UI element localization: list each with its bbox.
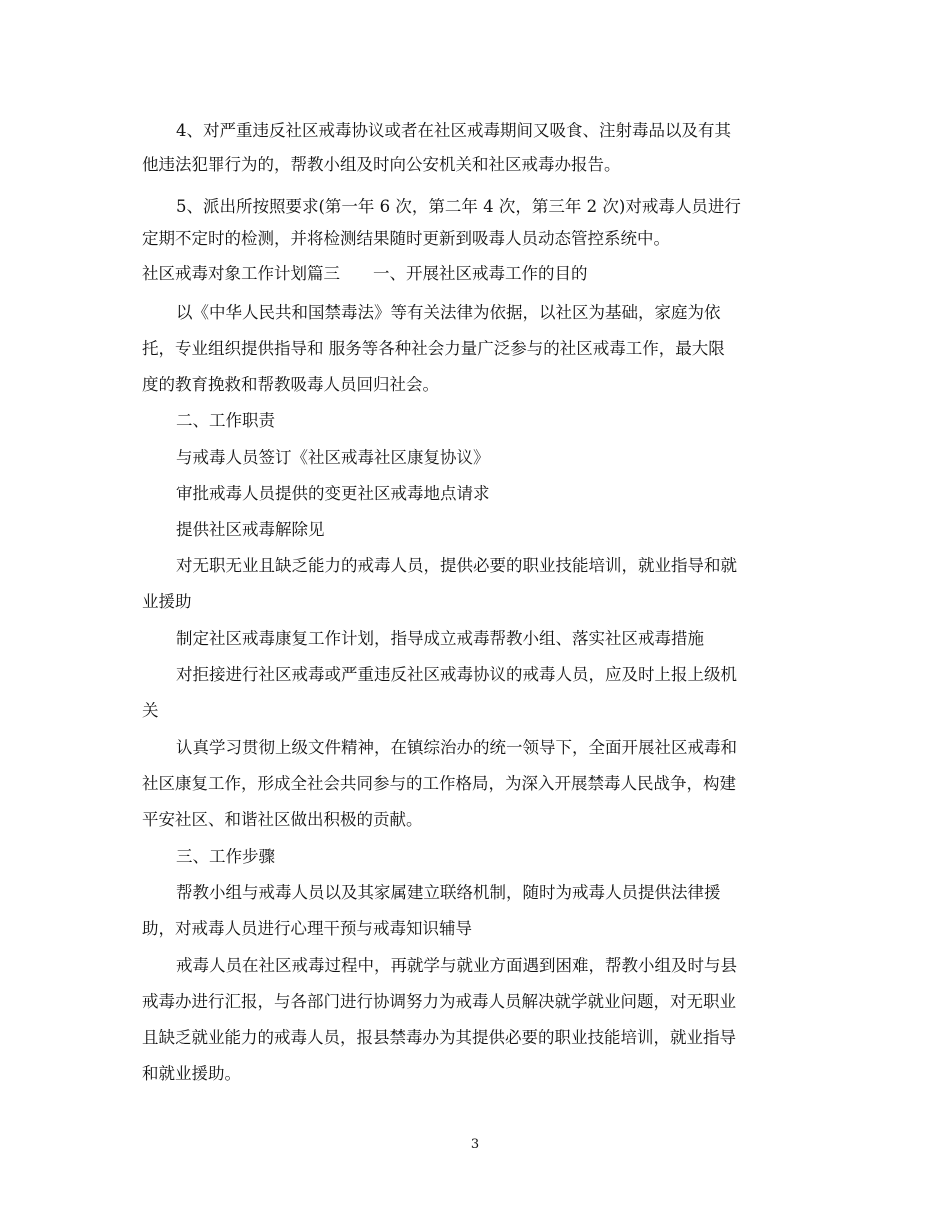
- paragraph-line: 定期不定时的检测，并将检测结果随时更新到吸毒人员动态管控系统中。: [142, 229, 670, 248]
- paragraph-line: 助，对戒毒人员进行心理干预与戒毒知识辅导: [142, 919, 472, 938]
- paragraph-line: 制定社区戒毒康复工作计划，指导成立戒毒帮教小组、落实社区戒毒措施: [176, 629, 704, 648]
- paragraph-line: 和就业援助。: [142, 1064, 241, 1083]
- paragraph-line: 业援助: [142, 592, 192, 611]
- paragraph-line: 他违法犯罪行为的，帮教小组及时向公安机关和社区戒毒办报告。: [142, 155, 621, 174]
- paragraph-line: 以《中华人民共和国禁毒法》等有关法律为依据，以社区为基础，家庭为依: [176, 303, 721, 322]
- paragraph-line: 4、对严重违反社区戒毒协议或者在社区戒毒期间又吸食、注射毒品以及有其: [176, 121, 731, 140]
- paragraph-line: 平安社区、和谐社区做出积极的贡献。: [142, 810, 423, 829]
- section-heading: 二、工作职责: [176, 411, 275, 430]
- paragraph-line: 戒毒办进行汇报，与各部门进行协调努力为戒毒人员解决就学就业问题，对无职业: [142, 992, 736, 1011]
- paragraph-line: 5、派出所按照要求(第一年 6 次，第二年 4 次，第三年 2 次)对戒毒人员进行: [176, 197, 741, 216]
- paragraph-line: 对无职无业且缺乏能力的戒毒人员，提供必要的职业技能培训，就业指导和就: [176, 556, 737, 575]
- page-number: 3: [470, 1137, 480, 1152]
- section-heading-line: 社区戒毒对象工作计划篇三 一、开展社区戒毒工作的目的: [142, 264, 588, 283]
- paragraph-line: 对拒接进行社区戒毒或严重违反社区戒毒协议的戒毒人员，应及时上报上级机: [176, 665, 737, 684]
- paragraph-line: 关: [142, 701, 159, 720]
- paragraph-line: 戒毒人员在社区戒毒过程中，再就学与就业方面遇到困难，帮教小组及时与县: [176, 956, 737, 975]
- paragraph-line: 且缺乏就业能力的戒毒人员，报县禁毒办为其提供必要的职业技能培训，就业指导: [142, 1028, 736, 1047]
- paragraph-line: 认真学习贯彻上级文件精神，在镇综治办的统一领导下，全面开展社区戒毒和: [176, 738, 737, 757]
- paragraph-line: 提供社区戒毒解除见: [176, 520, 325, 539]
- paragraph-line: 帮教小组与戒毒人员以及其家属建立联络机制，随时为戒毒人员提供法律援: [176, 883, 721, 902]
- paragraph-line: 与戒毒人员签订《社区戒毒社区康复协议》: [176, 448, 490, 467]
- paragraph-line: 社区康复工作，形成全社会共同参与的工作格局，为深入开展禁毒人民战争，构建: [142, 774, 736, 793]
- paragraph-line: 审批戒毒人员提供的变更社区戒毒地点请求: [176, 484, 490, 503]
- paragraph-line: 托，专业组织提供指导和 服务等各种社会力量广泛参与的社区戒毒工作，最大限: [142, 339, 725, 358]
- section-heading: 三、工作步骤: [176, 847, 275, 866]
- paragraph-line: 度的教育挽救和帮教吸毒人员回归社会。: [142, 375, 439, 394]
